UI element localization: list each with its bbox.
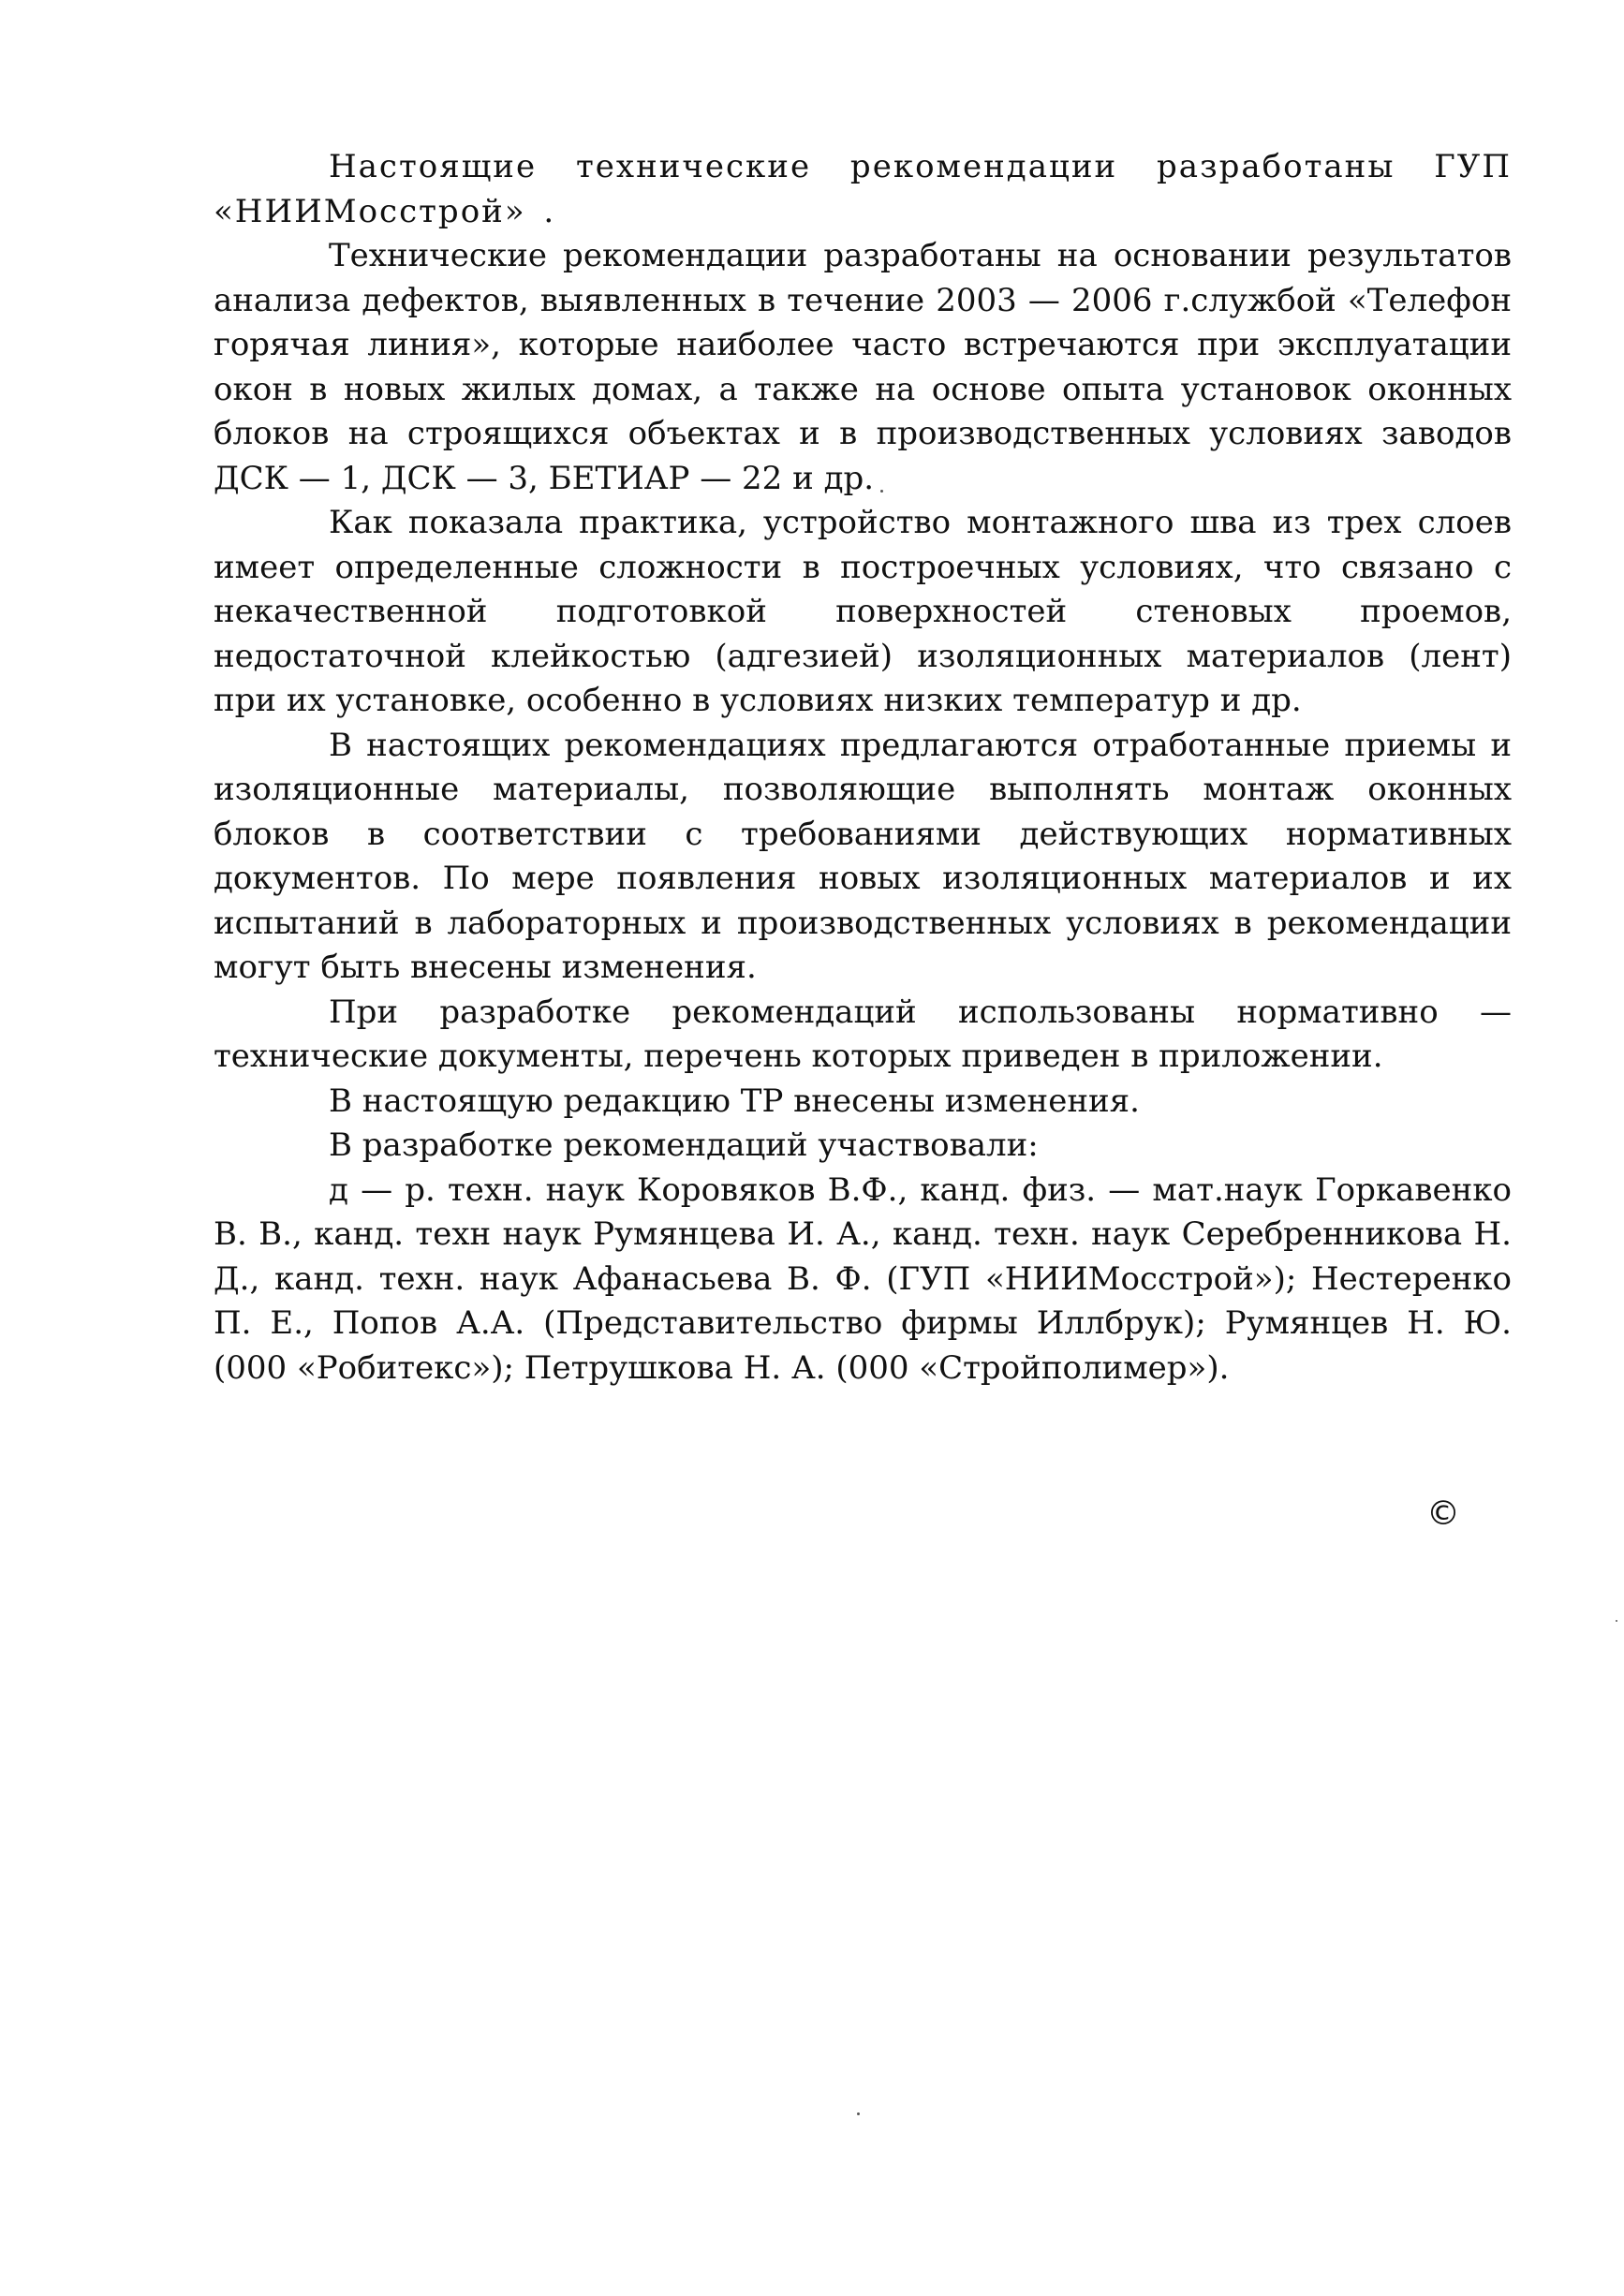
paragraph-normative-docs: При разработке рекомендаций использованы нормативно — технические документы, перечень которых приведен в приложении. bbox=[214, 993, 1512, 1075]
paragraph-intro: Настоящие технические рекомендации разработаны ГУП «НИИМосстрой» . bbox=[214, 148, 1512, 230]
paragraph-proposals: В настоящих рекомендациях предлагаются отработанные приемы и изоляционные материалы, позволяющие выполнять монтаж оконных блоков в соответствии с требованиями действующих нормативных документов. По мере появления новых изоляционных материалов и их испытаний в лабораторных и производственных условиях в рекомендации могут быть внесены изменения. bbox=[214, 726, 1512, 986]
paragraph-participants-heading: В разработке рекомендаций участвовали: bbox=[329, 1126, 1039, 1164]
paragraph-participants-list: д — р. техн. наук Коровяков В.Ф., канд. физ. — мат.наук Горкавенко В. В., канд. техн наук Румянцева И. А., канд. техн. наук Серебренникова Н. Д., канд. техн. наук Афанасьева В. Ф. (ГУП «НИИМосстрой»); Нестеренко П. Е., Попов А.А. (Представительство фирмы Иллбрук); Румянцев Н. Ю. (000 «Робитекс»); Петрушкова Н. А. (000 «Стройполимер»). bbox=[214, 1170, 1512, 1387]
scan-speck bbox=[857, 2112, 860, 2115]
paragraph-edition: В настоящую редакцию ТР внесены изменения. bbox=[329, 1082, 1140, 1120]
document-body bbox=[214, 145, 1512, 1391]
copyright-mark: © bbox=[1426, 1494, 1460, 1533]
scan-speck bbox=[880, 490, 883, 493]
paragraph-practice: Как показала практика, устройство монтажного шва из трех слоев имеет определенные сложности в построечных условиях, что связано с некачественной подготовкой поверхностей стеновых проемов, недостаточной клейкостью (адгезией) изоляционных материалов (лент) при их установке, особенно в условиях низких температур и др. bbox=[214, 504, 1512, 719]
scan-speck bbox=[1616, 1620, 1617, 1622]
paragraph-basis: Технические рекомендации разработаны на основании результатов анализа дефектов, выявленных в течение 2003 — 2006 г.службой «Телефон горячая линия», которые наиболее часто встречаются при эксплуатации окон в новых жилых домах, а также на основе опыта установок оконных блоков на строящихся объектах и в производственных условиях заводов ДСК — 1, ДСК — 3, БЕТИАР — 22 и др. bbox=[214, 237, 1512, 497]
